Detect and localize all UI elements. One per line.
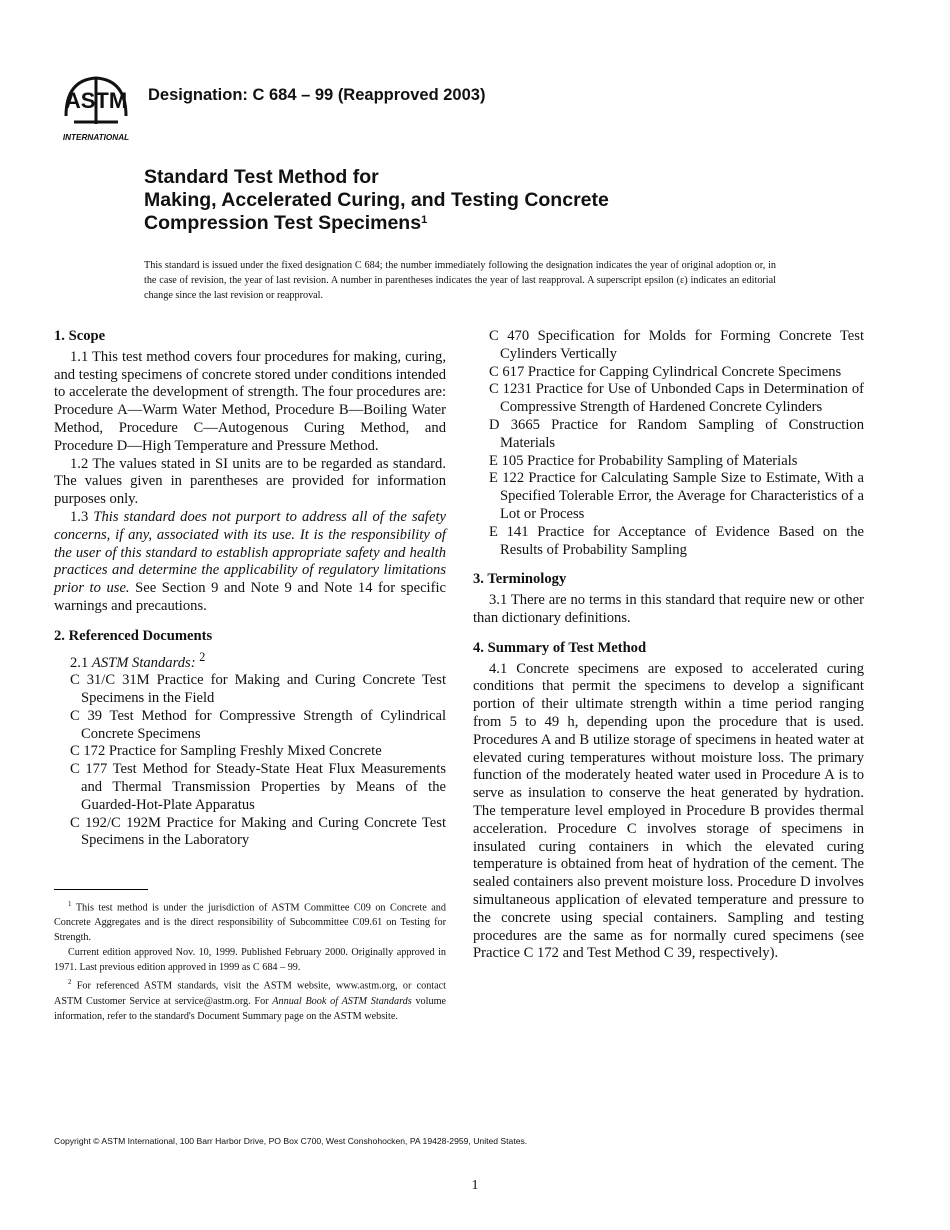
paragraph-2-1-number: 2.1 <box>70 654 89 671</box>
reference-item: C 1231 Practice for Use of Unbonded Caps in Determination of Compressive Strength of Hardened Concrete Cylinders <box>489 381 864 416</box>
paragraph-4-1: 4.1 Concrete specimens are exposed to accelerated curing conditions that permit the specimens to develop a significant portion of their ultimate strength within a time period ranging from 5 to 49 h, depending upon the procedure that is used. Procedures A and B utilize storage of specimens in heated water at elevated curing temperatures without moisture loss. The primary function of the moderately heated water used in Procedure A is to serve as insulation to conserve the heat generated by hydration. The temperature level employed in Procedure B provides thermal acceleration. Procedure C involves storage of specimens in insulated curing containers in which the elevated curing temperature is obtained from heat of hydration of the cement. The sealed containers also prevent moisture loss. Procedure D involves simultaneous application of elevated temperature and pressure to the concrete using special containers. Sampling and testing procedures are the same as for normally cured specimens (see Practice C 172 and Test Method C 39, respectively). <box>473 660 864 962</box>
paragraph-1-1: 1.1 This test method covers four procedures for making, curing, and testing specimens of concrete stored under conditions intended to accelerate the development of strength. The four procedures are: Procedure A—Warm Water Method, Procedure B—Boiling Water Method, Procedure C—Autogenous Curing Method, and Procedure D—High Temperature and Pressure Method. <box>54 348 446 454</box>
astm-logo <box>56 72 136 144</box>
title-line-2: Making, Accelerated Curing, and Testing Concrete <box>144 189 609 211</box>
document-title <box>144 166 844 235</box>
reference-item: C 617 Practice for Capping Cylindrical Concrete Specimens <box>489 363 842 380</box>
reference-item: C 31/C 31M Practice for Making and Curing Concrete Test Specimens in the Field <box>70 672 446 706</box>
section-heading-summary: 4. Summary of Test Method <box>473 639 647 656</box>
reference-item: E 122 Practice for Calculating Sample Size to Estimate, With a Specified Tolerable Error, the Average for Characteristics of a Lot or Process <box>489 470 864 522</box>
right-column <box>473 328 864 963</box>
designation-notice: This standard is issued under the fixed designation C 684; the number immediately following the designation indicates the year of original adoption or, in the case of revision, the year of last revision. A number in parentheses indicates the year of last reapproval. A superscript epsilon (ε) indicates an editorial change since the last revision or reapproval. <box>144 260 776 301</box>
title-line-3-text: Compression Test Specimens <box>144 212 422 234</box>
astm-logo-subtext: INTERNATIONAL <box>62 133 130 142</box>
paragraph-1-2: 1.2 The values stated in SI units are to be regarded as standard. The values given in parentheses are provided for information purposes only. <box>54 455 446 508</box>
page-number: 1 <box>471 1178 479 1193</box>
astm-standards-label: ASTM Standards: <box>91 654 196 671</box>
section-heading-scope: 1. Scope <box>54 328 106 344</box>
footnote-1-mark: 1 <box>68 900 72 908</box>
reference-list-right <box>473 328 864 559</box>
footnote-2 <box>54 975 446 1023</box>
paragraph-2-1 <box>54 649 446 673</box>
paragraph-1-3 <box>54 509 446 616</box>
paragraph-1-3-number: 1.3 <box>70 508 89 525</box>
reference-item: C 177 Test Method for Steady-State Heat Flux Measurements and Thermal Transmission Properties by Means of the Guarded-Hot-Plate Apparatus <box>70 761 446 813</box>
title-line-1: Standard Test Method for <box>144 166 379 188</box>
astm-standards-footnote-mark: 2 <box>199 649 206 664</box>
footnote-2-text-a: For referenced ASTM standards, visit the ASTM website, www.astm.org, or contact ASTM Customer Service at service@astm.org. For <box>54 980 447 1007</box>
reference-item: C 39 Test Method for Compressive Strength of Cylindrical Concrete Specimens <box>70 707 446 742</box>
paragraph-1-3-rest: See Section 9 and Note 9 and Note 14 for specific warnings and precautions. <box>54 580 446 614</box>
footnote-1-edition: Current edition approved Nov. 10, 1999. Published February 2000. Originally approved in 1971. Last previous edition approved in 1999 as C 684 – 99. <box>54 947 446 974</box>
reference-item: D 3665 Practice for Random Sampling of Construction Materials <box>489 416 864 451</box>
section-heading-terminology: 3. Terminology <box>473 571 567 588</box>
title-line-3 <box>144 212 844 235</box>
paragraph-3-1: 3.1 There are no terms in this standard that require new or other than dictionary definitions. <box>473 592 864 626</box>
title-footnote-mark: 1 <box>421 214 428 226</box>
copyright-line: Copyright © ASTM International, 100 Barr Harbor Drive, PO Box C700, West Conshohocken, PA 19428-2959, United States. <box>54 1136 528 1146</box>
astm-logo-text: ASTM <box>64 88 128 113</box>
reference-item: E 141 Practice for Acceptance of Evidence Based on the Results of Probability Sampling <box>489 523 864 558</box>
designation: Designation: C 684 – 99 (Reapproved 2003) <box>148 86 486 104</box>
section-heading-referenced-documents: 2. Referenced Documents <box>54 627 213 644</box>
left-column <box>54 328 446 850</box>
footnote-rule <box>54 889 148 890</box>
footnote-2-italic: Annual Book of ASTM Standards <box>272 995 412 1007</box>
footnote-2-mark: 2 <box>68 978 72 987</box>
reference-list-left <box>54 672 446 850</box>
reference-item: C 172 Practice for Sampling Freshly Mixed Concrete <box>70 743 382 760</box>
safety-statement: This standard does not purport to address all of the safety concerns, if any, associated with its use. It is the responsibility of the user of this standard to establish appropriate safety and health practices and determine the applicability of regulatory limitations prior to use. <box>54 508 446 597</box>
footnotes <box>54 897 446 1024</box>
reference-item: C 470 Specification for Molds for Forming Concrete Test Cylinders Vertically <box>489 328 864 362</box>
reference-item: C 192/C 192M Practice for Making and Curing Concrete Test Specimens in the Laboratory <box>70 814 446 849</box>
footnote-1-text: This test method is under the jurisdiction of ASTM Committee C09 on Concrete and Concrete Aggregates and is the direct responsibility of Subcommittee C09.61 on Testing for Strength. <box>54 902 446 944</box>
footnote-2-text-b: volume information, refer to the standard's Document Summary page on the ASTM website. <box>54 995 447 1022</box>
reference-item: E 105 Practice for Probability Sampling of Materials <box>489 452 798 469</box>
footnote-1 <box>54 897 446 945</box>
